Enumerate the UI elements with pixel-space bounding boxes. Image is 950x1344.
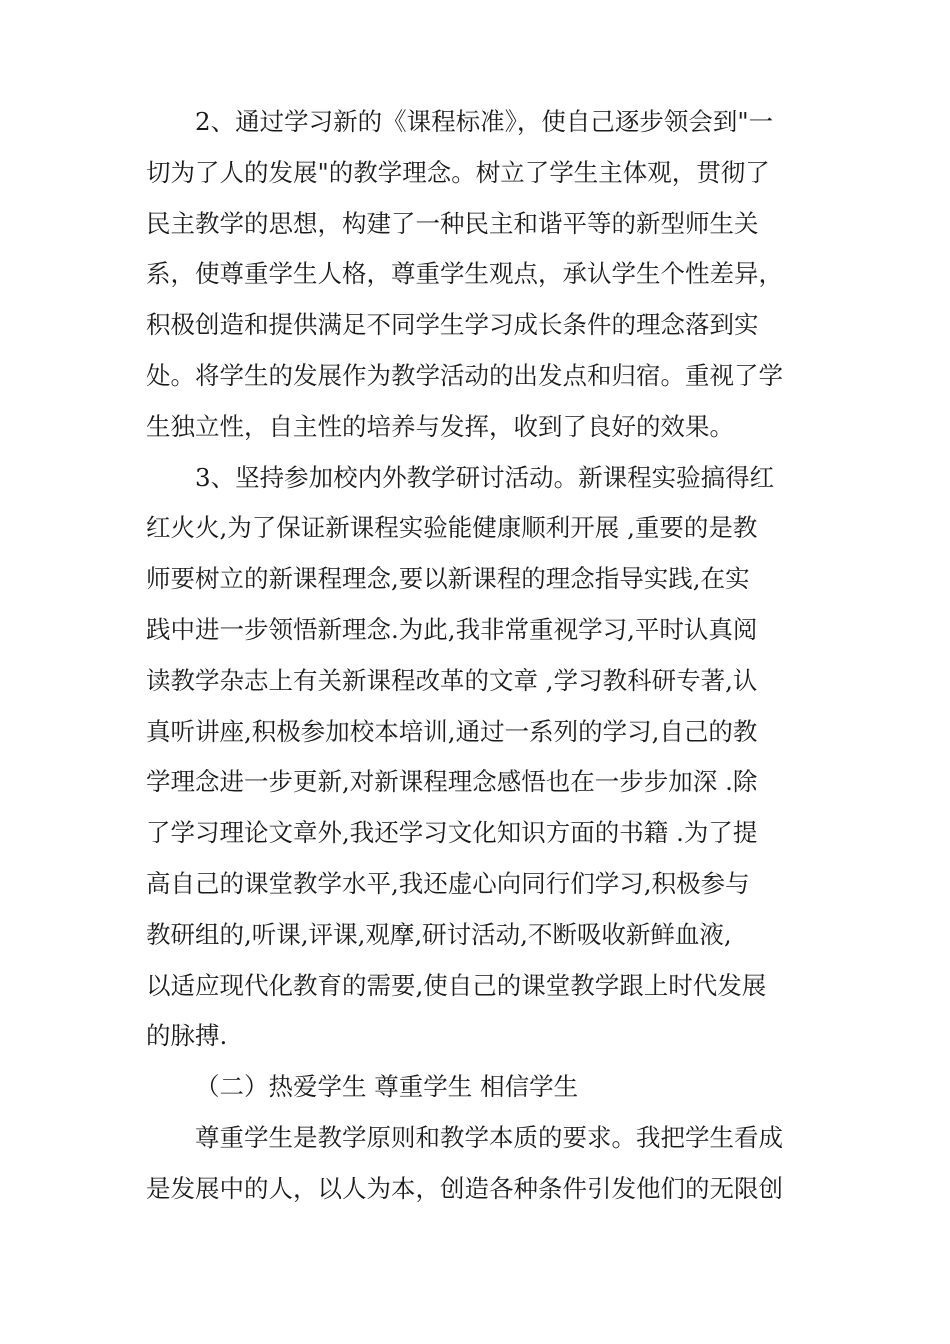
paragraph-2-line-3: 民主教学的思想，构建了一种民主和谐平等的新型师生关 [146, 208, 759, 238]
paragraph-3-line-9: 高自己的课堂教学水平,我还虚心向同行们学习,积极参与 [146, 868, 750, 898]
paragraph-2-line-6: 处。将学生的发展作为教学活动的出发点和归宿。重视了学 [146, 360, 783, 390]
paragraph-2-line-1: 2、通过学习新的《课程标准》，使自己逐步领会到"一 [195, 107, 774, 136]
paragraph-4-line-1: 尊重学生是教学原则和教学本质的要求。我把学生看成 [195, 1122, 783, 1152]
paragraph-3-line-5: 读教学杂志上有关新课程改革的文章 ,学习教科研专著,认 [146, 665, 758, 695]
paragraph-3-line-4: 践中进一步领悟新理念.为此,我非常重视学习,平时认真阅 [146, 614, 758, 644]
paragraph-3-line-3: 师要树立的新课程理念,要以新课程的理念指导实践,在实 [146, 564, 750, 594]
paragraph-3-line-11: 以适应现代化教育的需要,使自己的课堂教学跟上时代发展 [146, 970, 767, 1000]
paragraph-2-line-2: 切为了人的发展"的教学理念。树立了学生主体观，贯彻了 [146, 157, 770, 187]
paragraph-3-line-1: 3、坚持参加校内外教学研讨活动。新课程实验搞得红 [195, 462, 775, 492]
paragraph-3-line-6: 真听讲座,积极参加校本培训,通过一系列的学习,自己的教 [146, 716, 758, 746]
section-heading: （二）热爱学生 尊重学生 相信学生 [195, 1072, 579, 1102]
paragraph-2-line-4: 系，使尊重学生人格，尊重学生观点，承认学生个性差异， [146, 259, 783, 289]
paragraph-3-line-7: 学理念进一步更新,对新课程理念感悟也在一步步加深 .除 [146, 767, 758, 797]
paragraph-3-line-2: 红火火,为了保证新课程实验能健康顺利开展 ,重要的是教 [146, 513, 758, 543]
paragraph-2-line-5: 积极创造和提供满足不同学生学习成长条件的理念落到实 [146, 310, 759, 340]
paragraph-3-line-8: 了学习理论文章外,我还学习文化知识方面的书籍 .为了提 [146, 818, 758, 848]
paragraph-2-line-7: 生独立性，自主性的培养与发挥，收到了良好的效果。 [146, 411, 734, 441]
paragraph-3-line-12: 的脉搏. [146, 1021, 228, 1051]
paragraph-3-line-10: 教研组的,听课,评课,观摩,研讨活动,不断吸收新鲜血液, [146, 919, 732, 949]
document-body [146, 97, 826, 1215]
paragraph-4-line-2: 是发展中的人，以人为本，创造各种条件引发他们的无限创 [146, 1173, 783, 1203]
